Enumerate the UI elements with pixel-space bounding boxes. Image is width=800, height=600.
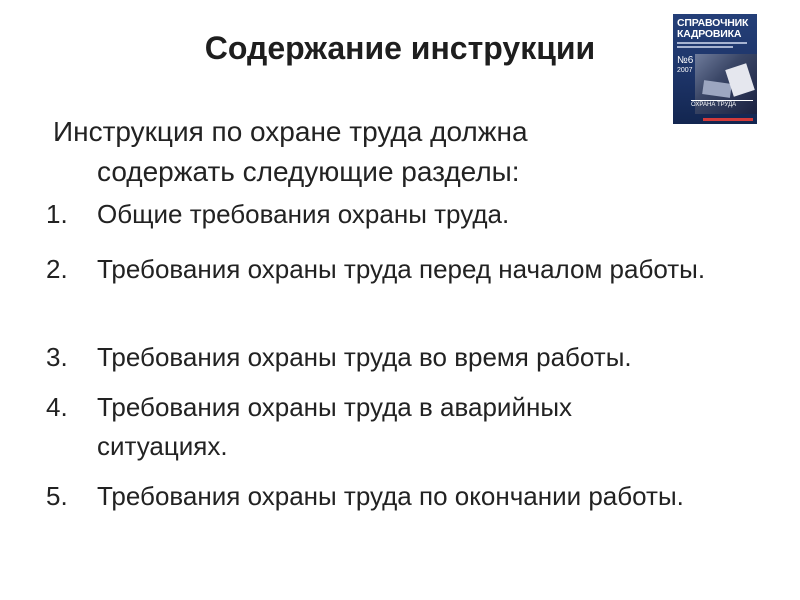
- magazine-topic: ОХРАНА ТРУДА: [691, 100, 753, 109]
- cover-photo-object: [702, 80, 732, 98]
- magazine-year: 2007: [677, 67, 693, 74]
- magazine-title: СПРАВОЧНИК КАДРОВИКА: [677, 17, 749, 40]
- slide-title: Содержание инструкции: [204, 30, 596, 66]
- list-item-text: Общие требования охраны труда.: [97, 199, 510, 229]
- list-item-text: Требования охраны труда по окончании работы.: [97, 481, 684, 511]
- list-item-text: Требования охраны труда в аварийных ситуациях.: [97, 392, 573, 461]
- list-item-number: 3.: [46, 342, 68, 372]
- intro-text: Инструкция по охране труда должна содержать следующие разделы:: [53, 116, 528, 187]
- list-item-number: 5.: [46, 481, 68, 511]
- list-item-number: 1.: [46, 199, 68, 229]
- list-item-number: 4.: [46, 392, 68, 422]
- list-item-text: Требования охраны труда перед началом работы.: [97, 254, 706, 284]
- magazine-cover-image: [673, 14, 757, 124]
- list-item-number: 2.: [46, 254, 68, 284]
- list-item-text: Требования охраны труда во время работы.: [97, 342, 632, 372]
- magazine-subtitle-lines: [677, 42, 747, 50]
- magazine-issue: №6: [677, 55, 694, 66]
- cover-accent-bar: [703, 118, 753, 121]
